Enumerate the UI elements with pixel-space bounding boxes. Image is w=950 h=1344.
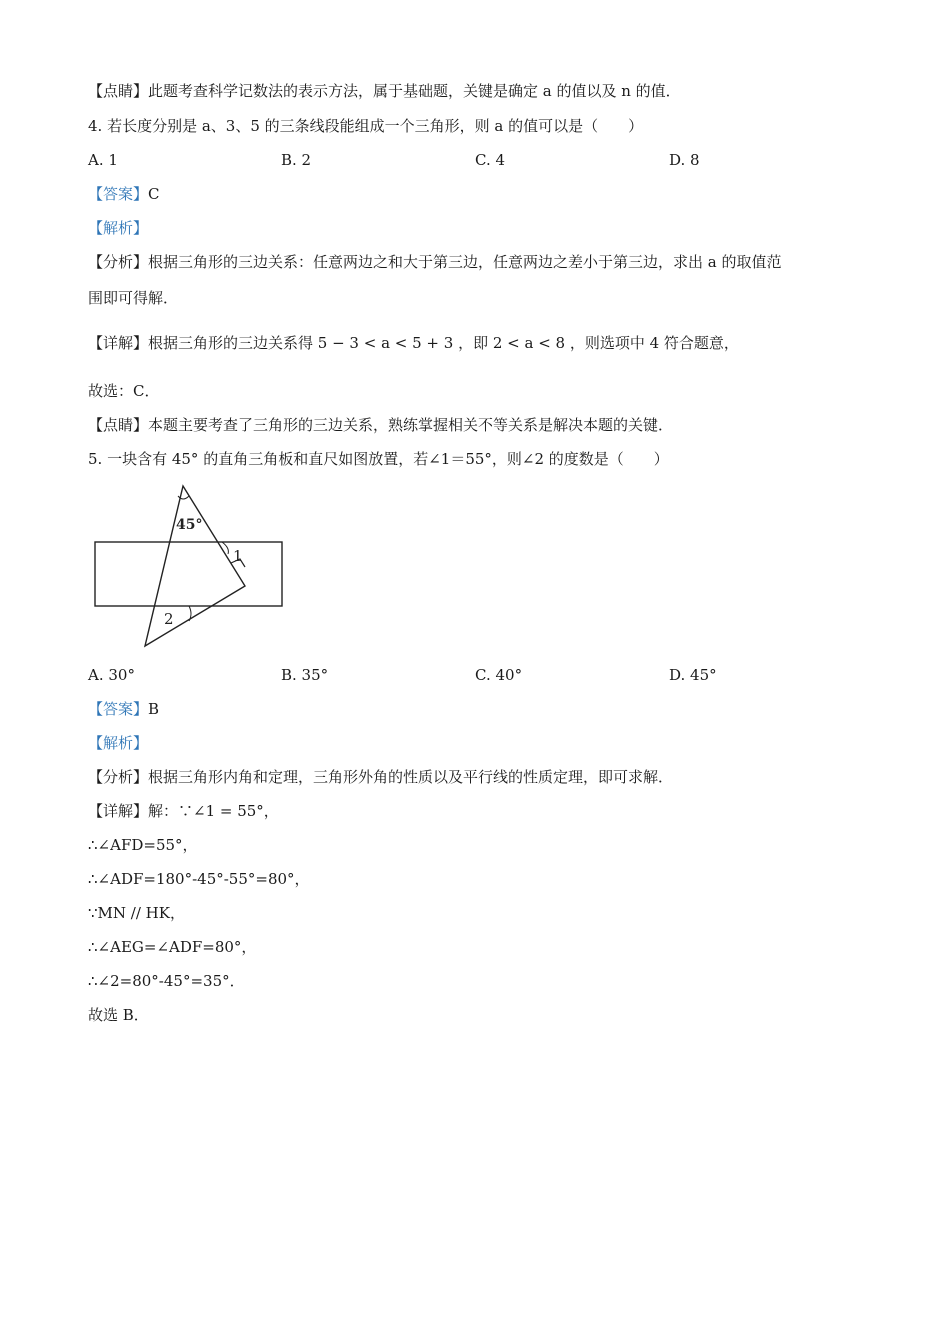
figure-svg: [90, 482, 290, 652]
q5-step-6: ∴∠2=80°-45°=35°．: [88, 972, 245, 990]
q5-analysis-tag: 【解析】: [88, 734, 149, 752]
triangle-shape: [145, 486, 245, 646]
label-2: 2: [164, 610, 174, 628]
q4-fenxi-line2: 围即可得解．: [88, 289, 179, 307]
triangle-ruler-figure: [90, 482, 290, 656]
q5-step-5: ∴∠AEG=∠ADF=80°，: [88, 938, 257, 956]
question-5-stem: 5. 一块含有 45° 的直角三角板和直尺如图放置，若∠1＝55°，则∠2 的度数是（ ）: [88, 450, 669, 468]
answer-value: C: [148, 185, 160, 203]
q5-fenxi: 【分析】根据三角形内角和定理，三角形外角的性质以及平行线的性质定理，即可求解．: [88, 768, 674, 786]
question-4-stem: 4. 若长度分别是 a、3、5 的三条线段能组成一个三角形，则 a 的值可以是（ ）: [88, 117, 644, 135]
q4-xiangjie: 【详解】根据三角形的三边关系得 5 − 3 < a < 5 + 3 ，即 2 < a < 8 ，则选项中 4 符合题意，: [88, 334, 739, 352]
q4-guxuan: 故选：C．: [88, 382, 160, 400]
q5-option-d: D. 45°: [669, 666, 717, 684]
answer-tag: 【答案】: [88, 185, 149, 203]
q5-step-1: 【详解】解：∵∠1 = 55°，: [88, 802, 279, 820]
answer-value: B: [148, 700, 160, 718]
q5-step-3: ∴∠ADF=180°-45°-55°=80°，: [88, 870, 310, 888]
answer-tag: 【答案】: [88, 700, 149, 718]
q4-analysis-tag: 【解析】: [88, 219, 149, 237]
q5-option-a: A. 30°: [88, 666, 135, 684]
q4-option-c: C. 4: [475, 151, 506, 169]
q5-option-c: C. 40°: [475, 666, 523, 684]
q5-option-b: B. 35°: [281, 666, 329, 684]
note-line: 【点睛】此题考查科学记数法的表示方法，属于基础题，关键是确定 a 的值以及 n 的值．: [88, 82, 681, 100]
q5-step-7: 故选 B．: [88, 1006, 149, 1024]
q4-dianjing: 【点睛】本题主要考查了三角形的三边关系，熟练掌握相关不等关系是解决本题的关键．: [88, 416, 674, 434]
q5-step-4: ∵MN // HK，: [88, 904, 185, 922]
q4-fenxi-line1: 【分析】根据三角形的三边关系：任意两边之和大于第三边，任意两边之差小于第三边，求出 a 的取值范: [88, 253, 782, 271]
q4-option-d: D. 8: [669, 151, 700, 169]
q5-answer: [88, 699, 159, 719]
label-1: 1: [233, 547, 243, 565]
label-45: 45°: [176, 517, 203, 533]
ruler-rect: [95, 542, 282, 606]
angle-1-arc: [222, 542, 228, 554]
q5-step-2: ∴∠AFD=55°，: [88, 836, 198, 854]
q4-answer: [88, 184, 160, 204]
q4-option-a: A. 1: [88, 151, 118, 169]
q4-option-b: B. 2: [281, 151, 312, 169]
